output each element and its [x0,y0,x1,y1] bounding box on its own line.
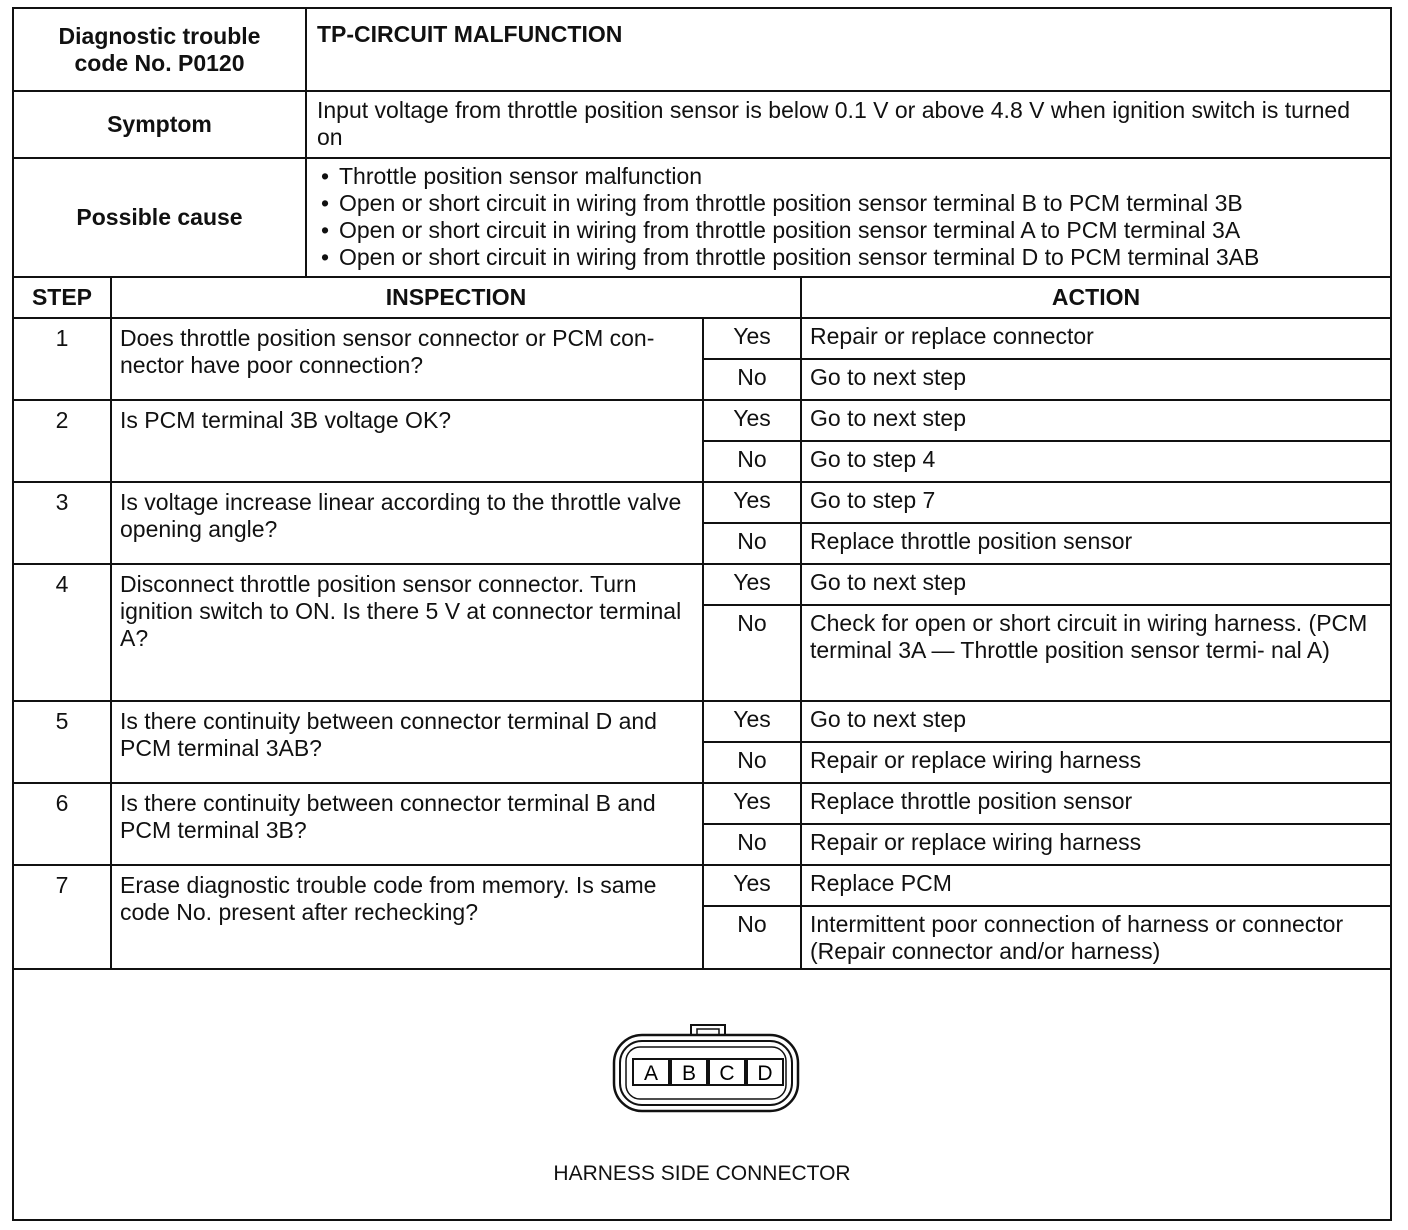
no-action: Check for open or short circuit in wiring harness. (PCM terminal 3A — Throttle position sensor termi- nal A) [801,605,1390,701]
dtc-title: TP-CIRCUIT MALFUNCTION [306,9,1390,91]
yes-label: Yes [703,400,801,441]
step-number: 7 [14,865,111,969]
inspection-text: Is voltage increase linear according to the throttle valve opening angle? [111,482,703,564]
inspection-text: Is PCM terminal 3B voltage OK? [111,400,703,482]
diagnostic-sheet [12,7,1392,1221]
no-label: No [703,824,801,865]
cause-item: • Open or short circuit in wiring from throttle position sensor terminal B to PCM terminal 3B [317,190,1380,217]
yes-label: Yes [703,318,801,359]
yes-action: Replace throttle position sensor [801,783,1390,824]
inspection-column-header: INSPECTION [111,277,801,318]
step-number: 4 [14,564,111,701]
no-action: Replace throttle position sensor [801,523,1390,564]
diagnostic-table [14,9,1390,970]
inspection-text: Does throttle position sensor connector or PCM con- nector have poor connection? [111,318,703,400]
step-number: 5 [14,701,111,783]
terminal-label: A [643,1062,659,1085]
yes-action: Go to next step [801,564,1390,605]
no-label: No [703,523,801,564]
dtc-label [14,9,306,91]
step-column-header: STEP [14,277,111,318]
no-action: Go to next step [801,359,1390,400]
no-label: No [703,906,801,969]
no-label: No [703,605,801,701]
cause-item: • Open or short circuit in wiring from throttle position sensor terminal D to PCM terminal 3AB [317,244,1380,271]
symptom-text: Input voltage from throttle position sensor is below 0.1 V or above 4.8 V when ignition switch is turned on [306,91,1390,158]
no-action: Go to step 4 [801,441,1390,482]
no-label: No [703,359,801,400]
step-number: 1 [14,318,111,400]
terminal-label: D [757,1062,773,1085]
symptom-label: Symptom [14,91,306,158]
inspection-text: Disconnect throttle position sensor connector. Turn ignition switch to ON. Is there 5 V at connector terminal A? [111,564,703,701]
dtc-label-text: Diagnostic trouble code No. P0120 [58,22,261,76]
inspection-text: Is there continuity between connector terminal B and PCM terminal 3B? [111,783,703,865]
yes-action: Go to next step [801,400,1390,441]
action-column-header: ACTION [801,277,1390,318]
no-action: Repair or replace wiring harness [801,824,1390,865]
step-number: 2 [14,400,111,482]
step-number: 6 [14,783,111,865]
yes-action: Replace PCM [801,865,1390,906]
yes-action: Go to next step [801,701,1390,742]
yes-label: Yes [703,865,801,906]
no-action: Repair or replace wiring harness [801,742,1390,783]
yes-label: Yes [703,783,801,824]
cause-item: • Open or short circuit in wiring from throttle position sensor terminal A to PCM terminal 3A [317,217,1380,244]
yes-label: Yes [703,564,801,605]
no-label: No [703,742,801,783]
no-action: Intermittent poor connection of harness or connector (Repair connector and/or harness) [801,906,1390,969]
terminal-label: B [681,1062,697,1085]
inspection-text: Erase diagnostic trouble code from memory. Is same code No. present after rechecking? [111,865,703,969]
no-label: No [703,441,801,482]
yes-label: Yes [703,701,801,742]
possible-cause-list [306,158,1390,277]
harness-connector-icon [611,1023,801,1115]
connector-diagram [14,971,1390,1219]
yes-action: Go to step 7 [801,482,1390,523]
step-number: 3 [14,482,111,564]
connector-caption: HARNESS SIDE CONNECTOR [553,1162,851,1185]
yes-label: Yes [703,482,801,523]
inspection-text: Is there continuity between connector terminal D and PCM terminal 3AB? [111,701,703,783]
cause-item: • Throttle position sensor malfunction [317,163,1380,190]
possible-cause-label: Possible cause [14,158,306,277]
terminal-label: C [719,1062,735,1085]
yes-action: Repair or replace connector [801,318,1390,359]
